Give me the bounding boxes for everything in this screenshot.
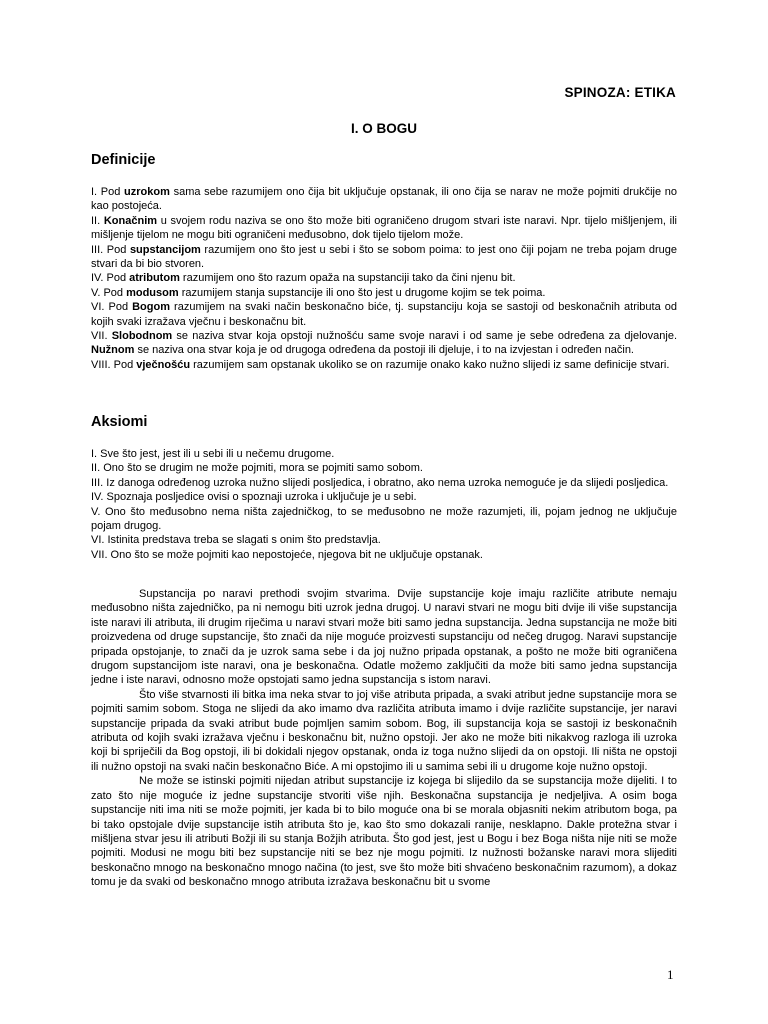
definition-item: IV. Pod atributom razumijem ono što razum opaža na supstanciji tako da čini njenu bit. xyxy=(91,272,516,285)
axioms-heading: Aksiomi xyxy=(91,414,148,430)
definition-item: VIII. Pod vječnošću razumijem sam opstanak ukoliko se on razumije onako kako nužno slijedi iz same definicije stvari. xyxy=(91,358,670,371)
axiom-item: I. Sve što jest, jest ili u sebi ili u nečemu drugome. xyxy=(91,448,335,460)
definition-item: V. Pod modusom razumijem stanja supstancije ili ono što jest u drugome kojim se tek poima. xyxy=(91,286,546,299)
definition-item: VII. Slobodnom se naziva stvar koja opstoji nužnošću same svoje naravi i od same je sebe određena za djelovanje. Nužnom se naziva ona stvar koja je od drugoga određena da postoji ili djeluje, i to na izvjestan i određen način. xyxy=(91,330,678,357)
axioms-list xyxy=(91,447,677,562)
body-paragraph: Ne može se istinski pojmiti nijedan atribut supstancije iz kojega bi slijedilo da se supstancija može dijeliti. I to zato što nije moguće iz jedne supstancije stvoriti više njih. Beskonačna supstancija je nedjeljiva. A osim boga supstancije niti ima niti se može pojmiti, jer kada bi to bilo moguće ona bi se morala objasniti nekim atributom boga, pa bi tako opstojale dvije supstancije istih atributa što je, kao što smo dokazali ranije, nesklapno. Dakle protežna stvar i mišljena stvar jesu ili atributi Božji ili su stanja Božjih atributa. Što god jest, jest u Bogu i bez Boga ništa nije niti se može pojmiti. Modusi ne mogu biti bez supstancije niti se bez nje mogu pojmiti. Iz nužnosti božanske naravi mora slijediti beskonačno mnogo na beskonačno mnogo načina (to jest, sve što može biti shvaćeno beskonačnim razumom), a dokaz tomu je da svaki od beskonačno mnogo atributa izražava beskonačnu bit u svome xyxy=(91,775,677,889)
axiom-item: VI. Istinita predstava treba se slagati s onim što predstavlja. xyxy=(91,534,381,547)
definitions-heading: Definicije xyxy=(91,152,156,168)
definition-item: I. Pod uzrokom sama sebe razumijem ono čija bit uključuje opstanak, ili ono čija se narav ne može pojmiti drukčije no kao postojeća. xyxy=(91,186,677,213)
body-paragraph: Supstancija po naravi prethodi svojim stvarima. Dvije supstancije koje imaju različite atribute nemaju međusobno ništa zajedničko, pa ni nemogu biti uzrok jedna drugoj. U naravi stvari ne mogu biti dvije ili više supstancija iste naravi ili atributa, ili drugim riječima u naravi stvari može biti samo jedna supstancija. Jedna supstancija ne može biti proizvedena od druge supstancije, što znači da nije moguće proizvesti supstanciju od nečeg drugog. Naravi supstancije pripada opstojanje, to znači da je uzrok sama sebe i da joj nužno pripada opstanak, a pošto ne može biti ograničena drugom supstancijom iste naravi, ona je beskonačna. Odatle možemo zaključiti da može biti samo jedna supstancija jedne i iste naravi, odnosno može opstojati samo jedna supstancija s istom naravi. xyxy=(91,588,677,687)
body-text xyxy=(91,587,677,890)
definition-item: III. Pod supstancijom razumijem ono što jest u sebi i što se sobom poima: to jest ono čiji pojam ne treba pojam druge stvari da bi bio stvoren. xyxy=(91,243,677,271)
axiom-item: II. Ono što se drugim ne može pojmiti, mora se pojmiti samo sobom. xyxy=(91,462,423,475)
axiom-item: V. Ono što međusobno nema ništa zajedničkog, to se međusobno ne može razumjeti, ili, pojam jednog ne uključuje pojam drugog. xyxy=(91,505,677,533)
page-number: 1 xyxy=(667,967,674,982)
axiom-item: III. Iz danoga određenog uzroka nužno slijedi posljedica, i obratno, ako nema uzroka nemoguće je da slijedi posljedica. xyxy=(91,476,669,489)
document-title: SPINOZA: ETIKA xyxy=(564,85,676,100)
definition-item: VI. Pod Bogom razumijem na svaki način beskonačno biće, tj. supstanciju koja se sastoji od beskonačnih atributa od kojih svaki izražava vječnu i beskonačnu bit. xyxy=(91,301,677,328)
body-paragraph: Što više stvarnosti ili bitka ima neka stvar to joj više atributa pripada, a svaki atribut jedne supstancije mora se pojmiti samim sobom. Stoga ne slijedi da ako imamo dva različita atributa imamo i dvije različite supstancije, jer naravi supstancije pripada da svaki atribut bude pojmljen samim sobom. Bog, ili supstancija koja se sastoji iz beskonačnih atributa od kojih svaki izražava vječnu i beskonačnu bit, nužno opstoji. Jer ako ne može biti nikakvog razloga ili uzroka koji bi spriječili da Bog opstoji, ili bi dokidali njegov opstanak, onda iz toga nužno slijedi da on opstoji. Ili ništa ne opstoji ili nužno opstoji na svaki način beskonačno Biće. A mi opstojimo ili u samima sebi ili u drugome koje nužno opstoji. xyxy=(91,688,677,773)
chapter-title: I. O BOGU xyxy=(350,121,417,136)
axiom-item: VII. Ono što se može pojmiti kao nepostojeće, njegova bit ne uključuje opstanak. xyxy=(91,548,483,561)
definitions-list xyxy=(91,185,677,372)
definition-item: II. Konačnim u svojem rodu naziva se ono što može biti ograničeno drugom stvari iste naravi. Npr. tijelo mišljenjem, ili mišljenje tijelom ne mogu biti ograničeni međusobno, dok tijelo tijelom može. xyxy=(91,214,677,242)
axiom-item: IV. Spoznaja posljedice ovisi o spoznaji uzroka i uključuje je u sebi. xyxy=(91,491,417,504)
